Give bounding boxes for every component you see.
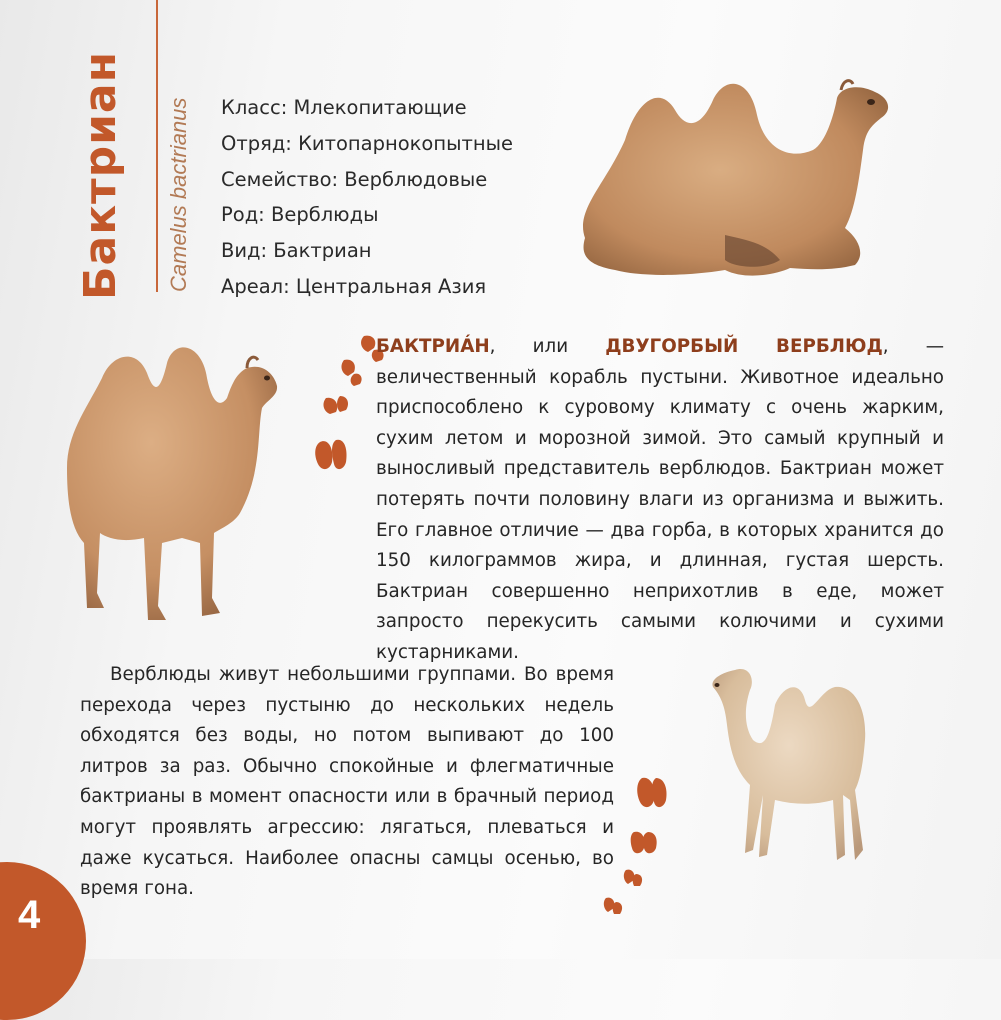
behavior-paragraph — [80, 660, 614, 905]
taxonomy-species: Вид: Бактриан — [221, 239, 372, 263]
taxonomy-family: Семейство: Верблюдовые — [221, 167, 488, 191]
term-bactrian: БАКТРИÁН — [376, 336, 490, 357]
intro-paragraph — [376, 332, 944, 669]
term-two-humped-camel: ДВУГОРБЫЙ ВЕРБЛЮД — [605, 336, 883, 357]
intro-text: , — величественный корабль пустыни. Животное идеально приспособлено к суровому климату с очень жарким, сухим летом и морозной зимой. Это самый крупный и выносливый представитель верблюдов. Бактриан может потерять почти половину влаги из организма и выжить. Его главное отличие — два горба, в которых хранится до 150 килограммов жира, и длинная, густая шерсть. Бактриан совершенно неприхотлив в еде, может запросто перекусить самыми колючими и сухими кустарниками. — [376, 336, 944, 663]
lying-camel-image — [575, 70, 897, 285]
taxonomy-range: Ареал: Центральная Азия — [221, 274, 487, 298]
latin-name: Camelus bactrianus — [166, 97, 191, 292]
taxonomy-class: Класс: Млекопитающие — [221, 96, 467, 119]
title-divider-line — [156, 0, 158, 292]
page-number: 4 — [18, 893, 41, 937]
behavior-text: Верблюды живут небольшими группами. Во время перехода через пустыню до нескольких недель обходятся без воды, но потом выпивают до 100 литров за раз. Обычно спокойные и флегматичные бактрианы в момент опасности или в брачный период могут проявлять агрессию: лягаться, плеваться и даже кусаться. Наиболее опасны самцы осенью, во время гона. — [80, 664, 614, 900]
standing-camel-image — [62, 338, 284, 628]
page-number-badge — [0, 862, 86, 1020]
taxonomy-list — [221, 90, 513, 305]
page-title: Бактриан — [75, 50, 126, 300]
camel-calf-image — [705, 665, 873, 865]
taxonomy-order: Отряд: Китопарнокопытные — [221, 131, 513, 155]
term-joiner: , или — [489, 336, 606, 357]
taxonomy-genus: Род: Верблюды — [221, 203, 379, 227]
